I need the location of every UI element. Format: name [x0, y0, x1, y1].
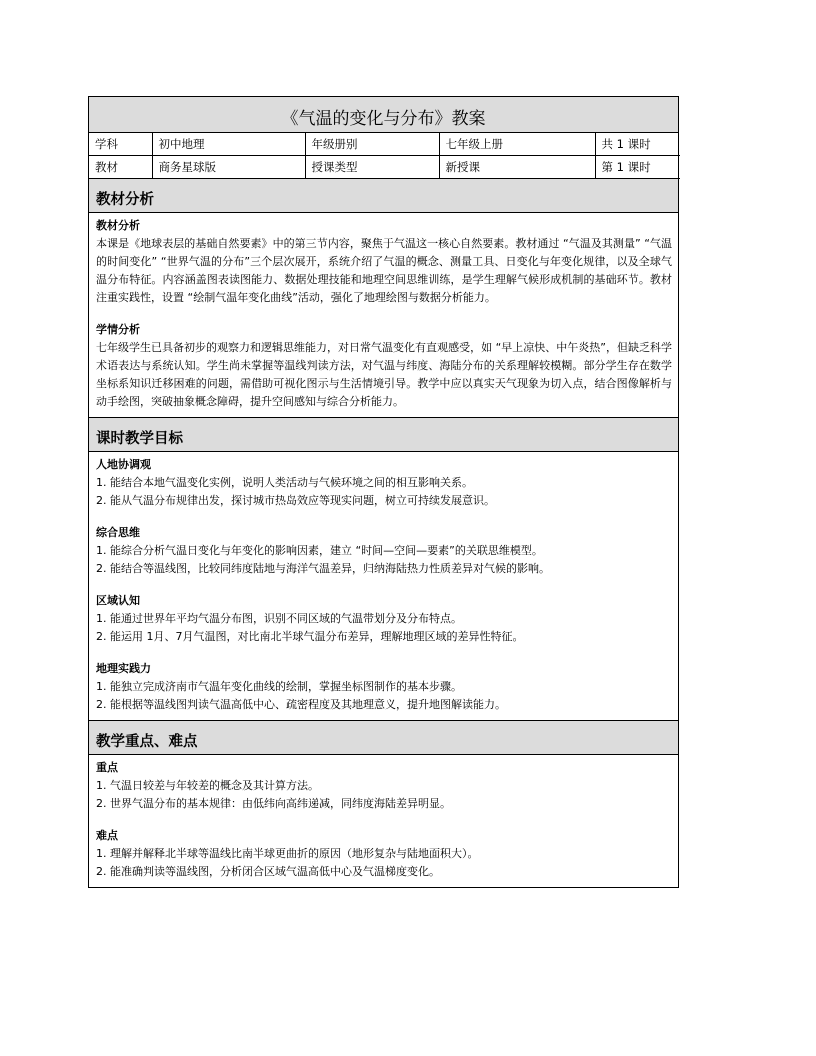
info-cell: 新授课	[439, 156, 595, 179]
analysis-heading: 教材分析	[89, 179, 678, 213]
goal-group-title: 人地协调观	[96, 458, 151, 471]
info-cell: 共 1 课时	[595, 133, 680, 156]
info-cell: 七年级上册	[439, 133, 595, 156]
goal-group-title: 地理实践力	[96, 662, 151, 675]
info-cell: 教材	[89, 156, 152, 179]
list-item: 2. 能运用 1月、7月气温图，对比南北半球气温分布差异，理解地理区域的差异性特征。	[96, 630, 524, 643]
info-cell: 初中地理	[152, 133, 305, 156]
info-cell: 商务星球版	[152, 156, 305, 179]
list-item: 1. 能综合分析气温日变化与年变化的影响因素，建立 “时间—空间—要素”的关联思维模型。	[96, 544, 543, 557]
info-row	[89, 133, 680, 156]
info-cell: 学科	[89, 133, 152, 156]
list-item: 2. 能准确判读等温线图，分析闭合区域气温高低中心及气温梯度变化。	[96, 865, 440, 878]
key-points-body	[89, 755, 678, 887]
goals-body	[89, 452, 678, 721]
list-item: 2. 能从气温分布规律出发，探讨城市热岛效应等现实问题，树立可持续发展意识。	[96, 494, 495, 507]
list-item: 1. 能结合本地气温变化实例，说明人类活动与气候环境之间的相互影响关系。	[96, 476, 473, 489]
list-item: 2. 能根据等温线图判读气温高低中心、疏密程度及其地理意义，提升地图解读能力。	[96, 698, 506, 711]
goal-group-title: 区域认知	[96, 594, 140, 607]
list-item: 1. 理解并解释北半球等温线比南半球更曲折的原因（地形复杂与陆地面积大）。	[96, 847, 479, 860]
info-cell: 第 1 课时	[595, 156, 680, 179]
list-item: 2. 能结合等温线图，比较同纬度陆地与海洋气温差异，归纳海陆热力性质差异对气候的影响。	[96, 562, 550, 575]
goal-group-title: 综合思维	[96, 526, 140, 539]
info-row	[89, 156, 680, 179]
analysis-body	[89, 213, 678, 418]
document-title: 《气温的变化与分布》教案	[89, 97, 678, 133]
info-table	[89, 133, 680, 179]
info-cell: 年级册别	[305, 133, 439, 156]
list-item: 2. 世界气温分布的基本规律：由低纬向高纬递减，同纬度海陆差异明显。	[96, 797, 451, 810]
student-analysis-title: 学情分析	[96, 323, 140, 336]
list-item: 1. 气温日较差与年较差的概念及其计算方法。	[96, 779, 319, 792]
goals-heading: 课时教学目标	[89, 418, 678, 452]
key-group-title: 难点	[96, 829, 118, 842]
list-item: 1. 能通过世界年平均气温分布图，识别不同区域的气温带划分及分布特点。	[96, 612, 462, 625]
textbook-analysis-text: 本课是《地球表层的基础自然要素》中的第三节内容，聚焦于气温这一核心自然要素。教材通过 “气温及其测量” “气温的时间变化” “世界气温的分布”三个层次展开，系统介绍了气温的概念、测量工具、日变化与年变化规律，以及全球气温分布特征。内容涵盖图表读图能力、数据处理技能和地理空间思维训练，是学生理解气候形成机制的基础环节。教材注重实践性，设置 “绘制气温年变化曲线”活动，强化了地理绘图与数据分析能力。	[96, 237, 672, 304]
student-analysis-text: 七年级学生已具备初步的观察力和逻辑思维能力，对日常气温变化有直观感受，如 “早上凉快、中午炎热”，但缺乏科学术语表达与系统认知。学生尚未掌握等温线判读方法，对气温与纬度、海陆分布的关系理解较模糊。部分学生存在数学坐标系知识迁移困难的问题，需借助可视化图示与生活情境引导。教学中应以真实天气现象为切入点，结合图像解析与动手绘图，突破抽象概念障碍，提升空间感知与综合分析能力。	[96, 341, 672, 408]
lesson-plan-document	[88, 96, 679, 888]
info-cell: 授课类型	[305, 156, 439, 179]
key-group-title: 重点	[96, 761, 118, 774]
textbook-analysis-title: 教材分析	[96, 219, 140, 232]
key-points-heading: 教学重点、难点	[89, 721, 678, 755]
list-item: 1. 能独立完成济南市气温年变化曲线的绘制，掌握坐标图制作的基本步骤。	[96, 680, 462, 693]
